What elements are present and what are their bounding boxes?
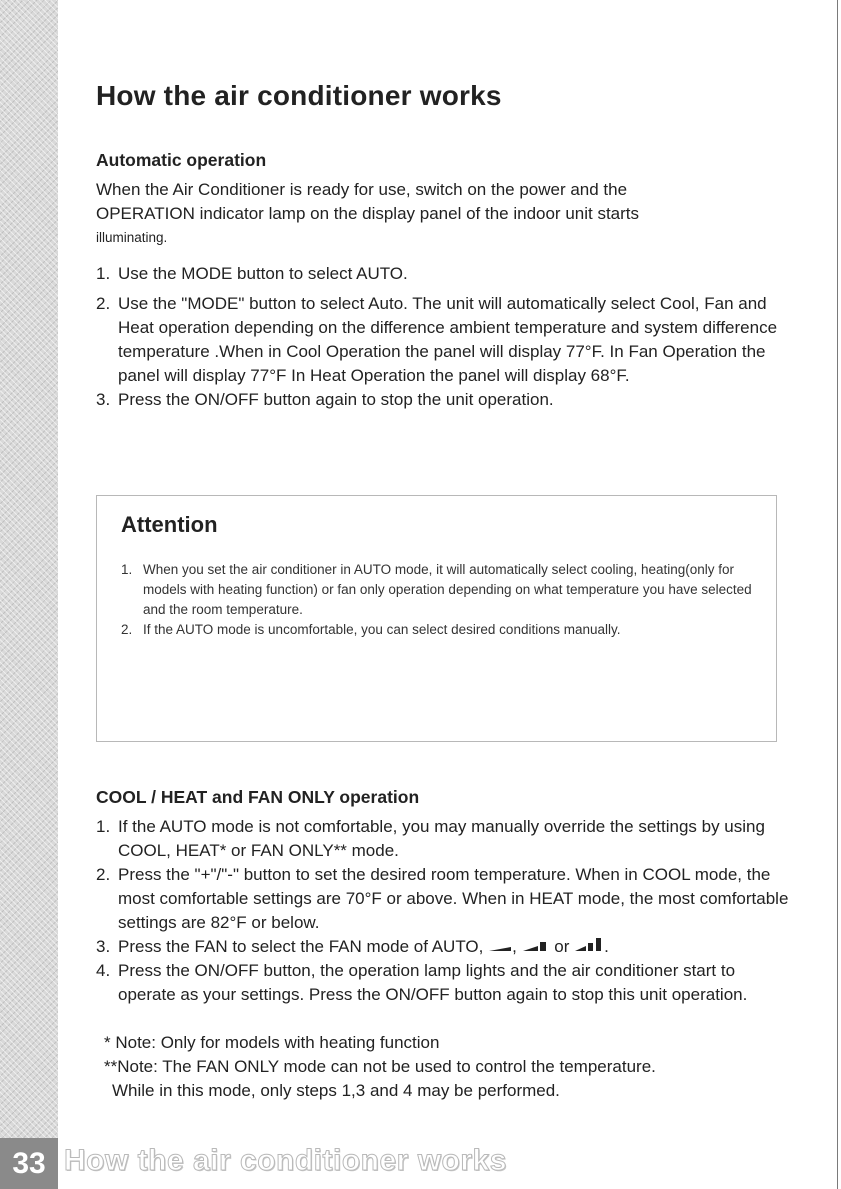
- list-item: [96, 959, 796, 1007]
- or-text: or: [554, 937, 570, 956]
- item-number: 1.: [121, 562, 133, 577]
- step-text: Use the "MODE" button to select Auto. The unit will automatically select Cool, Fan and Heat operation depending on the difference ambient temperature and system difference temperature .When in Cool Operation the panel will display 77°F. In Fan Operation the panel will display 77°F In Heat Operation the panel will display 68°F.: [118, 294, 778, 385]
- footer-title: How the air conditioner works: [64, 1144, 507, 1177]
- fan-medium-icon: [522, 938, 550, 952]
- page-title: How the air conditioner works: [96, 80, 502, 111]
- step-text: Press the ON/OFF button again to stop the unit operation.: [118, 390, 554, 409]
- item-number: 2.: [121, 622, 133, 637]
- note-fan-only: **Note: The FAN ONLY mode can not be used to control the temperature.: [104, 1057, 656, 1076]
- automatic-steps: [96, 262, 796, 412]
- step-number: 4.: [96, 961, 111, 980]
- attention-heading: Attention: [121, 512, 218, 537]
- list-item: [96, 388, 796, 412]
- list-item: [121, 560, 761, 620]
- step-number: 2.: [96, 294, 111, 313]
- note-steps: While in this mode, only steps 1,3 and 4 may be performed.: [112, 1081, 560, 1100]
- step-number: 3.: [96, 390, 111, 409]
- step-number: 2.: [96, 865, 111, 884]
- automatic-intro: [96, 178, 796, 250]
- list-item: [96, 292, 796, 388]
- separator: ,: [512, 937, 517, 956]
- intro-line-2: OPERATION indicator lamp on the display panel of the indoor unit starts: [96, 204, 640, 223]
- intro-line-3: illuminating.: [96, 230, 168, 245]
- page-number: 33: [0, 1138, 58, 1189]
- automatic-operation-heading: Automatic operation: [96, 150, 267, 170]
- period: .: [604, 937, 609, 956]
- step-text: Press the ON/OFF button, the operation lamp lights and the air conditioner start to operate as your settings. Press the ON/OFF button again to stop this unit operation.: [118, 961, 748, 1004]
- notes: [104, 1031, 794, 1103]
- step-text: Press the FAN to select the FAN mode of AUTO,: [118, 937, 484, 956]
- cool-heat-heading: COOL / HEAT and FAN ONLY operation: [96, 787, 420, 807]
- intro-line-1: When the Air Conditioner is ready for use, switch on the power and the: [96, 180, 628, 199]
- fan-high-icon: [574, 936, 604, 952]
- step-number: 1.: [96, 817, 111, 836]
- fan-low-icon: [488, 940, 512, 952]
- step-text: Use the MODE button to select AUTO.: [118, 264, 408, 283]
- item-text: If the AUTO mode is uncomfortable, you can select desired conditions manually.: [143, 622, 621, 637]
- note-heating: * Note: Only for models with heating function: [104, 1033, 440, 1052]
- attention-box: [96, 495, 777, 742]
- list-item: [96, 935, 796, 959]
- step-text: If the AUTO mode is not comfortable, you may manually override the settings by using COOL, HEAT* or FAN ONLY** mode.: [118, 817, 765, 860]
- list-item: [121, 620, 761, 640]
- page-footer: [0, 1138, 841, 1189]
- step-number: 1.: [96, 264, 111, 283]
- step-text: Press the "+"/"-" button to set the desired room temperature. When in COOL mode, the most comfortable settings are 70°F or above. When in HEAT mode, the most comfortable settings are 82°F or below.: [118, 865, 789, 932]
- side-band: [0, 0, 58, 1189]
- step-number: 3.: [96, 937, 111, 956]
- attention-list: [121, 560, 761, 640]
- list-item: [96, 815, 796, 863]
- cool-heat-steps: [96, 815, 796, 1007]
- right-rule: [837, 0, 838, 1189]
- list-item: [96, 863, 796, 935]
- item-text: When you set the air conditioner in AUTO mode, it will automatically select cooling, heating(only for models with heating function) or fan only operation depending on what temperature you have selected and the room temperature.: [143, 562, 752, 617]
- list-item: [96, 262, 796, 286]
